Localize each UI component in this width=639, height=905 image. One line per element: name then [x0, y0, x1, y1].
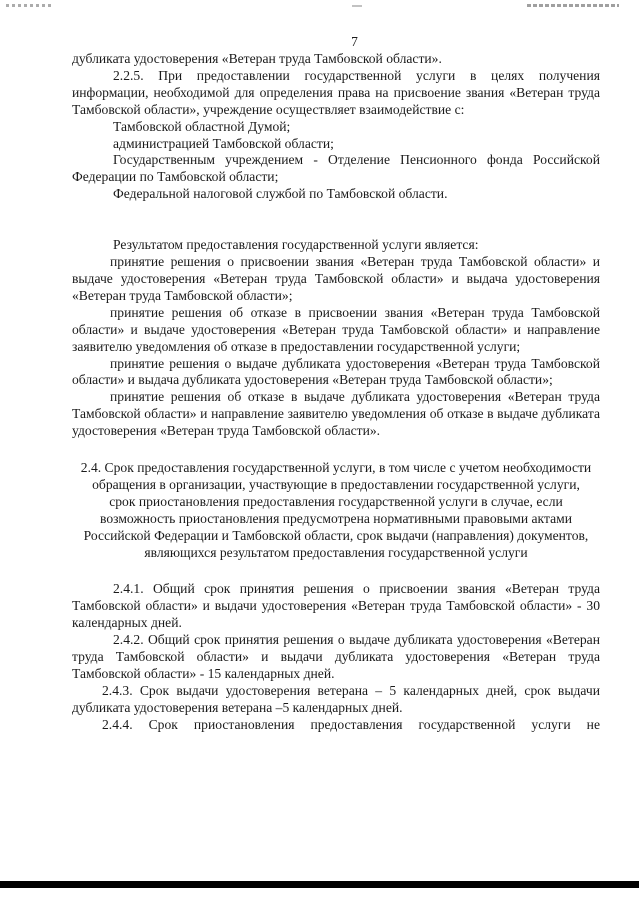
section-heading-2-4: 2.4. Срок предоставления государственной услуги, в том числе с учетом необходимости обращения в организации, участвующие в предоставлении государственной услуги, срок приостановления предоставления государственной услуги в случае, если возможность приостановления предусмотрена нормативными правовыми актами Российской Федерации и Тамбовской области, срок выдачи (направления) документов, являющихся результатом предоставления государственной услуги: [80, 460, 592, 560]
paragraph-2-4-3: 2.4.3. Срок выдачи удостоверения ветерана – 5 календарных дней, срок выдачи дубликата удостоверения ветерана –5 календарных дней.: [72, 682, 600, 715]
document-body: [72, 51, 600, 734]
paragraph-continuation: дубликата удостоверения «Ветеран труда Тамбовской области».: [72, 51, 442, 66]
paragraph-2-2-5: 2.2.5. При предоставлении государственной услуги в целях получения информации, необходимой для определения права на присвоение звания «Ветеран труда Тамбовской области», учреждение осуществляет взаимодействие с:: [72, 67, 600, 117]
result-item-award: принятие решения о присвоении звания «Ветеран труда Тамбовской области» и выдаче удостоверения «Ветеран труда Тамбовской области» и выдача удостоверения «Ветеран труда Тамбовской области»;: [72, 254, 600, 303]
paragraph-result-intro: Результатом предоставления государственной услуги является:: [113, 237, 479, 253]
paragraph-2-4-2: 2.4.2. Общий срок принятия решения о выдаче дубликата удостоверения «Ветеран труда Тамбовской области» и выдачи дубликата удостоверения «Ветеран труда Тамбовской области» - 15 календарных дней.: [72, 632, 600, 681]
paragraph-2-4-1: 2.4.1. Общий срок принятия решения о присвоении звания «Ветеран труда Тамбовской области» и выдачи удостоверения «Ветеран труда Тамбовской области» - 30 календарных дней.: [72, 581, 600, 631]
scan-bottom-border: [0, 881, 639, 888]
list-item-tax-service: Федеральной налоговой службой по Тамбовской области.: [113, 186, 448, 202]
paragraph-2-4-4: 2.4.4. Срок приостановления предоставления государственной услуги не: [102, 716, 600, 732]
scan-artifact-top-right: [527, 4, 619, 7]
page-number: 7: [351, 34, 358, 49]
result-item-duplicate-refusal: принятие решения об отказе в выдаче дубликата удостоверения «Ветеран труда Тамбовской области» и направление заявителю уведомления об отказе в выдаче дубликата удостоверения «Ветеран труда Тамбовской области».: [72, 389, 600, 439]
list-item-administration: администрацией Тамбовской области;: [113, 135, 334, 151]
result-item-refusal: принятие решения об отказе в присвоении звания «Ветеран труда Тамбовской области» и выдаче удостоверения «Ветеран труда Тамбовской области» и направление заявителю уведомления об отказе в предоставлении государственной услуги;: [72, 304, 600, 354]
scan-artifact-top-mid: [352, 5, 362, 7]
list-item-duma: Тамбовской областной Думой;: [113, 118, 291, 134]
scan-artifact-top-left: [6, 4, 54, 7]
list-item-pension-fund: Государственным учреждением - Отделение Пенсионного фонда Российской Федерации по Тамбовской области;: [72, 152, 600, 185]
result-item-duplicate: принятие решения о выдаче дубликата удостоверения «Ветеран труда Тамбовской области» и выдача дубликата удостоверения «Ветеран труда Тамбовской области»;: [72, 355, 600, 388]
